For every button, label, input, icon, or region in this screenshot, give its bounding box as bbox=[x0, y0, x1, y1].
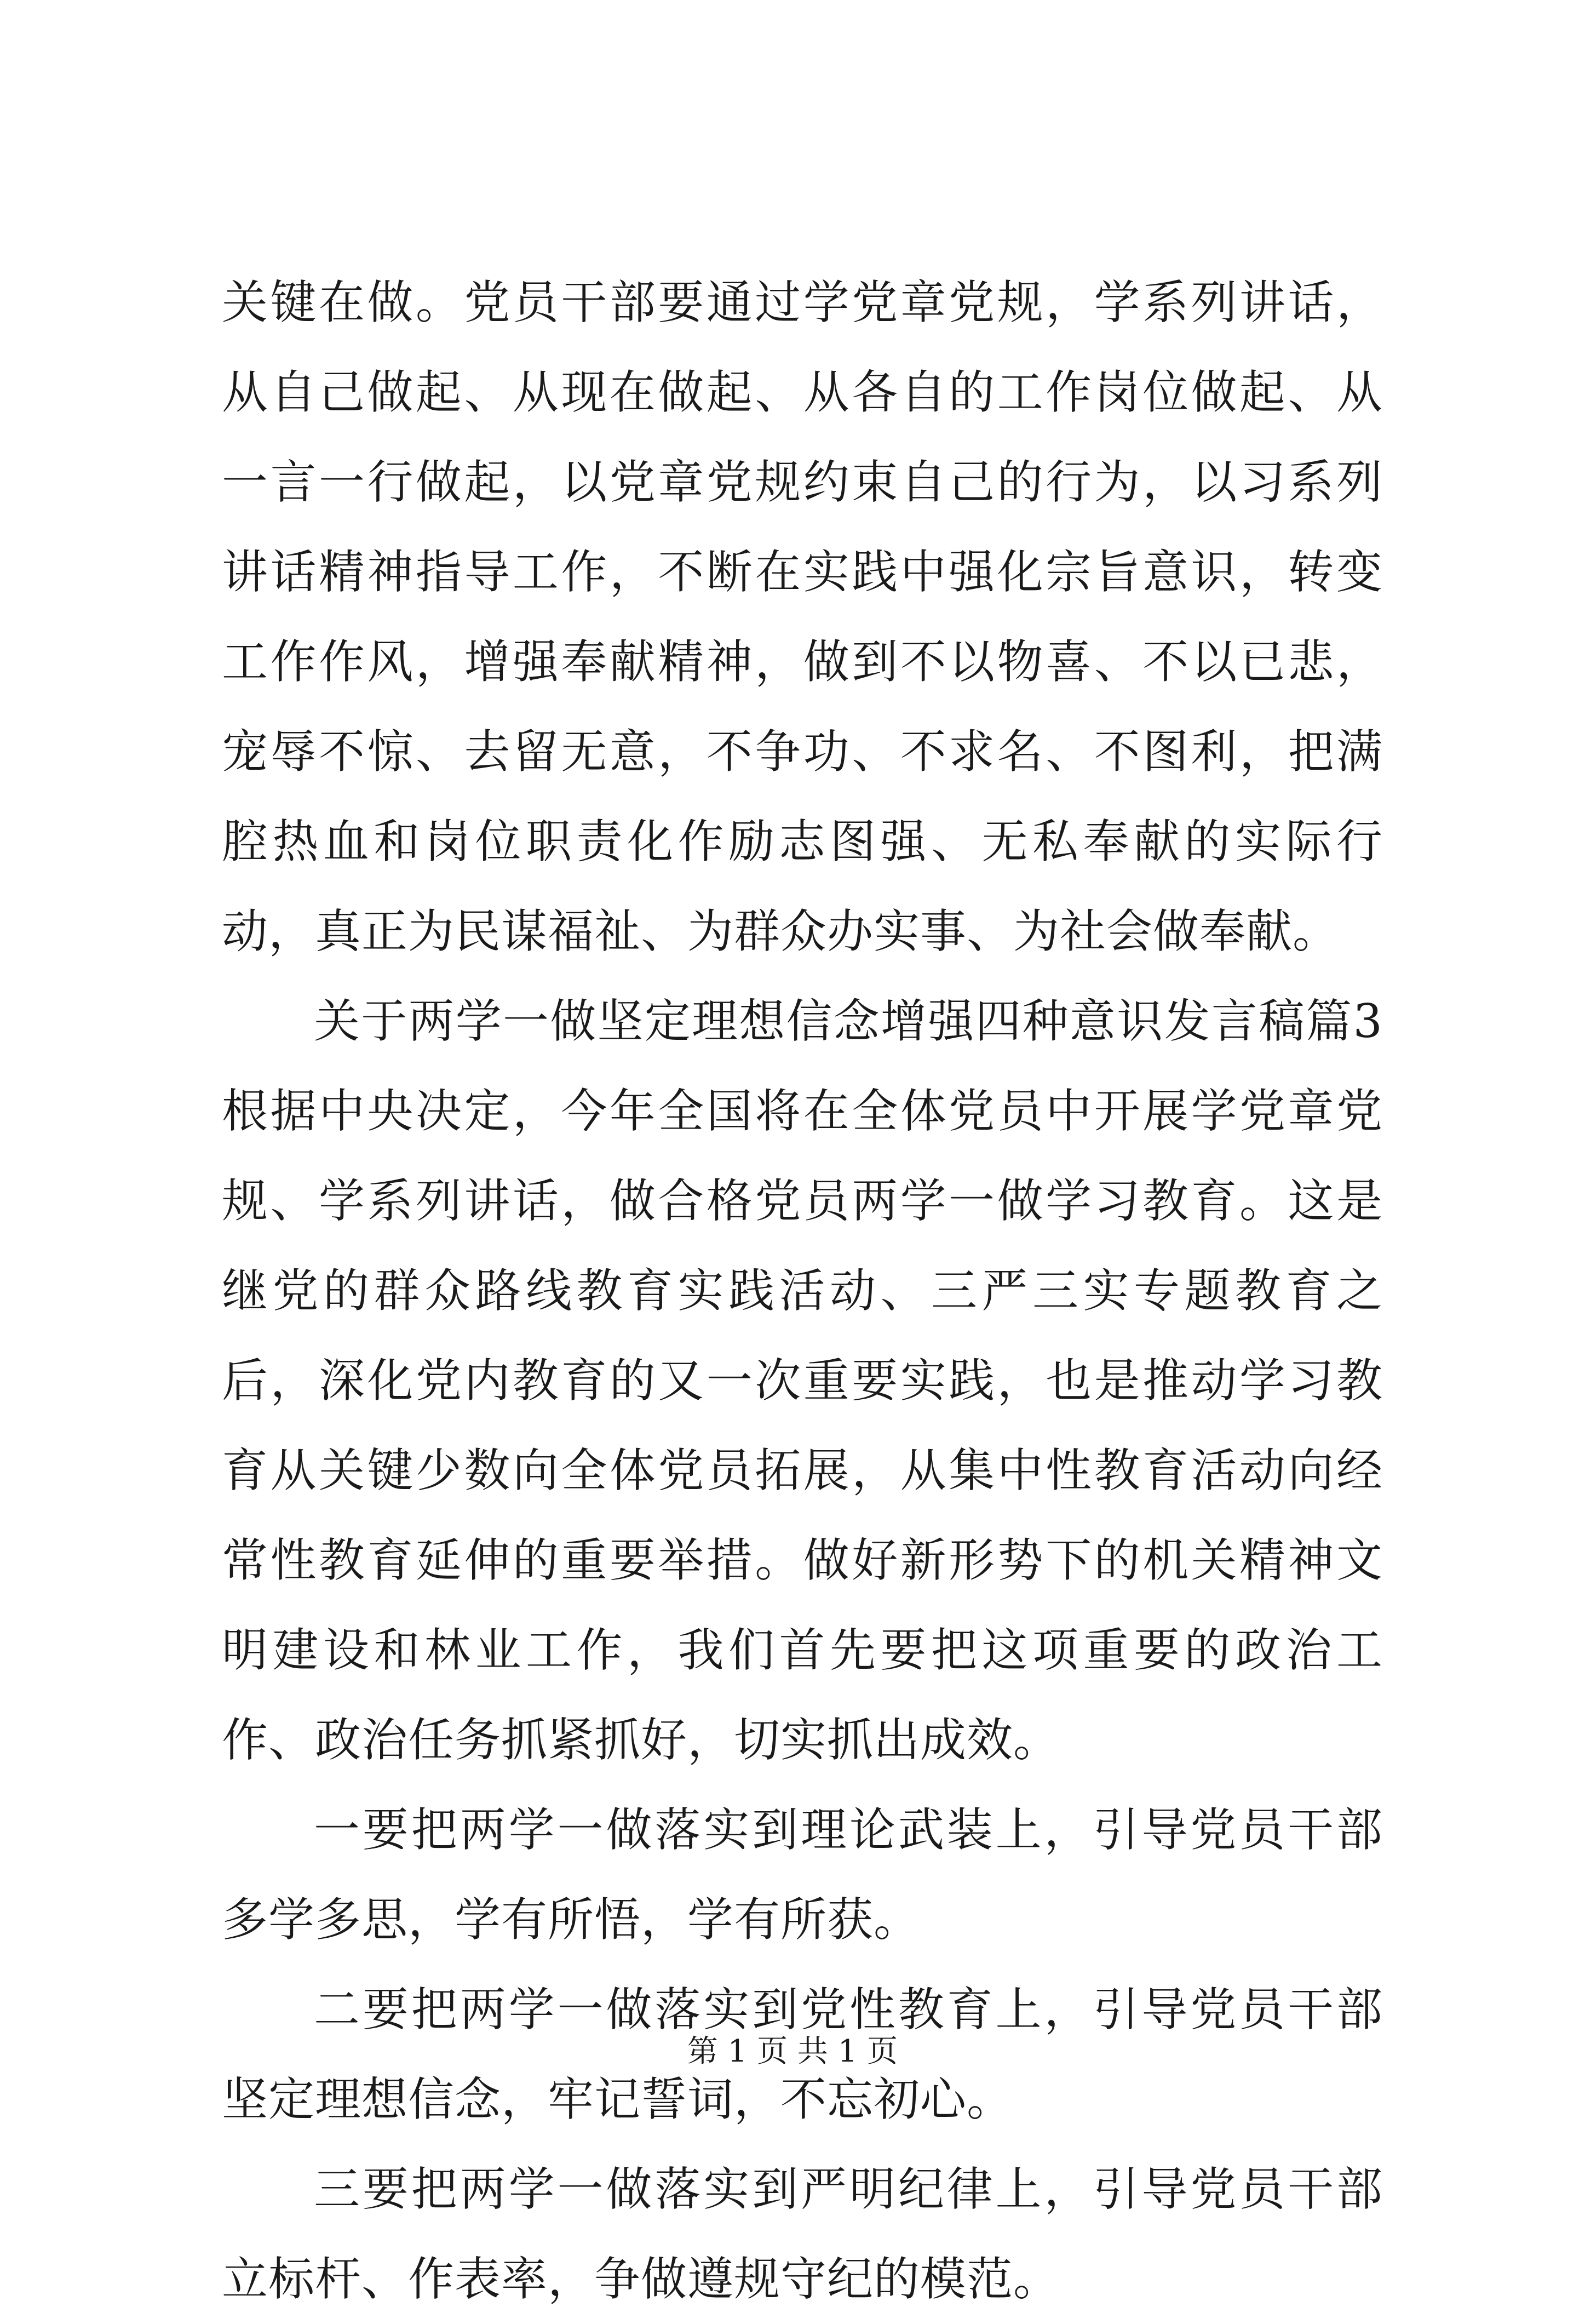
paragraph-2: 关于两学一做坚定理想信念增强四种意识发言稿篇3根据中央决定，今年全国将在全体党员中开展学党章党规、学系列讲话，做合格党员两学一做学习教育。这是继党的群众路线教育实践活动、三严三实专题教育之后，深化党内教育的又一次重要实践，也是推动学习教育从关键少数向全体党员拓展，从集中性教育活动向经常性教育延伸的重要举措。做好新形势下的机关精神文明建设和林业工作，我们首先要把这项重要的政治工作、政治任务抓紧抓好，切实抓出成效。 bbox=[222, 994, 1383, 1767]
document-body bbox=[222, 257, 1383, 2324]
paragraph-4: 二要把两学一做落实到党性教育上，引导党员干部坚定理想信念，牢记誓词，不忘初心。 bbox=[222, 1983, 1383, 2126]
paragraph-3: 一要把两学一做落实到理论武装上，引导党员干部多学多思，学有所悟，学有所获。 bbox=[222, 1803, 1383, 1947]
paragraph-1: 关键在做。党员干部要通过学党章党规，学系列讲话，从自己做起、从现在做起、从各自的工作岗位做起、从一言一行做起，以党章党规约束自己的行为，以习系列讲话精神指导工作，不断在实践中强化宗旨意识，转变工作作风，增强奉献精神，做到不以物喜、不以已悲，宠辱不惊、去留无意，不争功、不求名、不图利，把满腔热血和岗位职责化作励志图强、无私奉献的实际行动，真正为民谋福祉、为群众办实事、为社会做奉献。 bbox=[222, 276, 1383, 958]
page-number-footer: 第 1 页 共 1 页 bbox=[687, 2034, 898, 2069]
paragraph-5: 三要把两学一做落实到严明纪律上，引导党员干部立标杆、作表率，争做遵规守纪的模范。 bbox=[222, 2162, 1383, 2306]
